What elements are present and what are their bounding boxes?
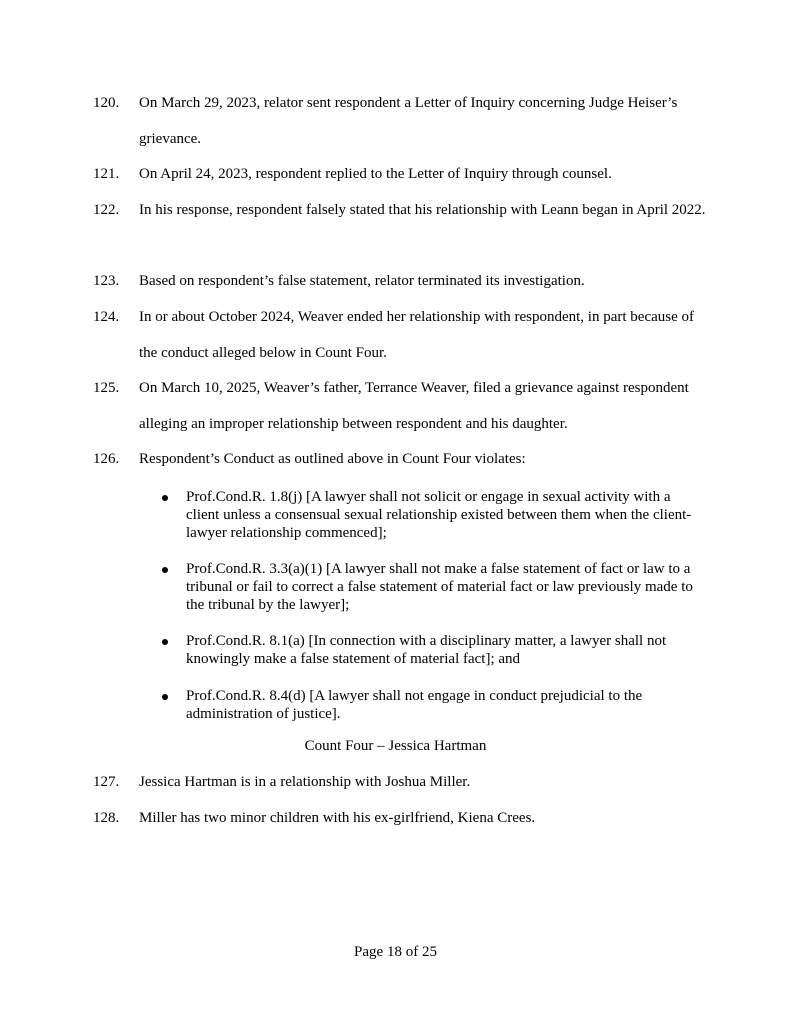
paragraph-number: 126. [93,451,120,467]
paragraph-text: On March 29, 2023, relator sent respondent a Letter of Inquiry concerning Judge Heiser’s grievance. [139,95,678,147]
section-heading: Count Four – Jessica Hartman [304,738,487,754]
page-footer: Page 18 of 25 [354,944,437,960]
paragraph-number: 122. [93,202,120,218]
paragraph-number: 123. [93,273,120,289]
paragraph-text: Jessica Hartman is in a relationship with Joshua Miller. [139,774,471,790]
bullet-icon [162,567,168,573]
paragraph-text: On April 24, 2023, respondent replied to the Letter of Inquiry through counsel. [139,166,612,182]
paragraph-text: Miller has two minor children with his ex-girlfriend, Kiena Crees. [139,810,536,826]
paragraph-text: Based on respondent’s false statement, relator terminated its investigation. [139,273,585,289]
violation-text: Prof.Cond.R. 8.4(d) [A lawyer shall not engage in conduct prejudicial to the administration of justice]. [186,688,643,722]
paragraph-number: 127. [93,774,120,790]
bullet-icon [162,694,168,700]
paragraph-number: 124. [93,309,120,325]
paragraph-text: On March 10, 2025, Weaver’s father, Terrance Weaver, filed a grievance against respondent alleging an improper relationship between respondent and his daughter. [139,380,689,432]
paragraph-number: 121. [93,166,120,182]
paragraph-text: In or about October 2024, Weaver ended her relationship with respondent, in part because of the conduct alleged below in Count Four. [139,309,694,361]
bullet-icon [162,495,168,501]
paragraph-text: Respondent’s Conduct as outlined above in Count Four violates: [139,451,526,467]
violation-text: Prof.Cond.R. 3.3(a)(1) [A lawyer shall not make a false statement of fact or law to a tribunal or fail to correct a false statement of material fact or law previously made to the tribunal by the lawyer]; [186,561,693,613]
paragraph-number: 125. [93,380,120,396]
bullet-icon [162,639,168,645]
violation-text: Prof.Cond.R. 1.8(j) [A lawyer shall not solicit or engage in sexual activity with a client unless a consensual sexual relationship existed between them when the client-lawyer relationship commenced]; [186,489,692,541]
paragraph-text: In his response, respondent falsely stated that his relationship with Leann began in April 2022. [139,202,706,218]
paragraph-number: 120. [93,95,120,111]
paragraph-number: 128. [93,810,120,826]
violation-text: Prof.Cond.R. 8.1(a) [In connection with a disciplinary matter, a lawyer shall not knowingly make a false statement of material fact]; and [186,633,667,667]
